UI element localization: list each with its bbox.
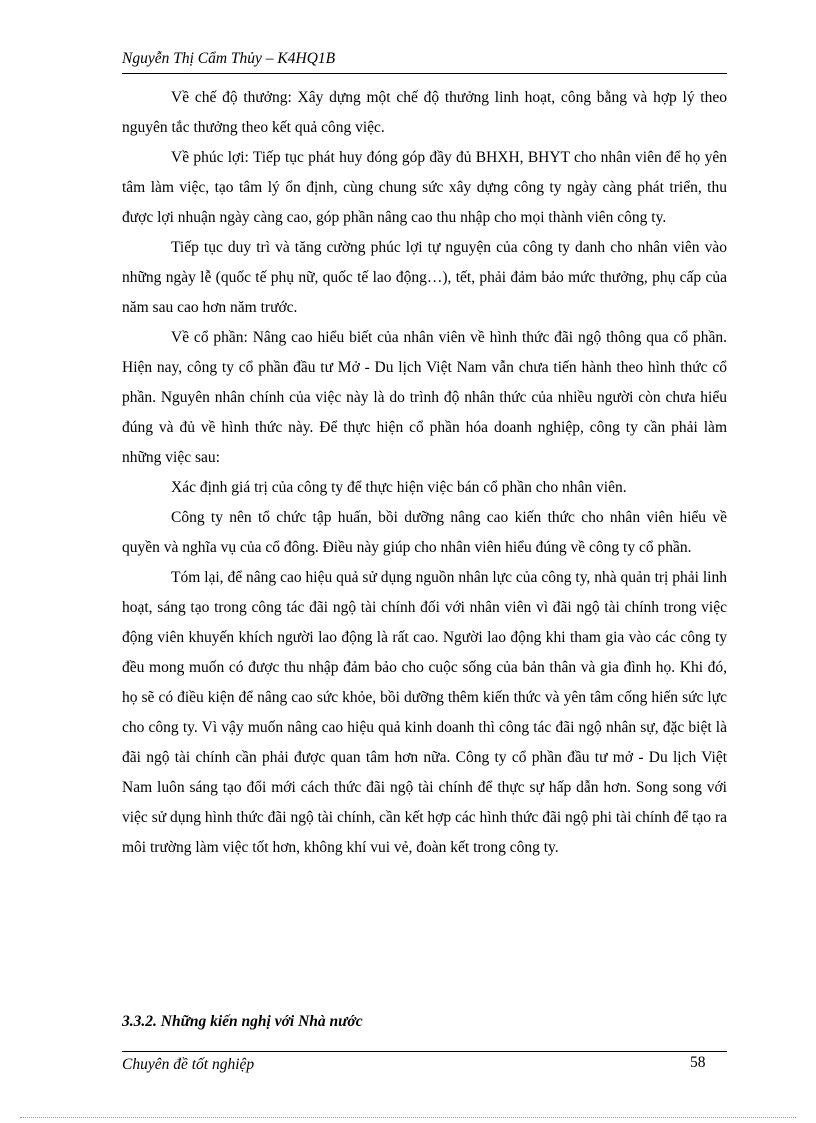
footer-label: Chuyên đề tốt nghiệp	[122, 1056, 255, 1073]
paragraph-bonus: Về chế độ thưởng: Xây dựng một chế độ thưởng linh hoạt, công bằng và hợp lý theo nguyên tắc thưởng theo kết quả công việc.	[122, 89, 727, 136]
header-rule	[122, 73, 727, 74]
paragraph-voluntary-welfare: Tiếp tục duy trì và tăng cường phúc lợi tự nguyện của công ty danh cho nhân viên vào những ngày lễ (quốc tế phụ nữ, quốc tế lao động…), tết, phải đảm bảo mức thưởng, phụ cấp của năm sau cao hơn năm trước.	[122, 239, 727, 316]
paragraph-welfare: Về phúc lợi: Tiếp tục phát huy đóng góp đầy đủ BHXH, BHYT cho nhân viên để họ yên tâm làm việc, tạo tâm lý ổn định, cùng chung sức xây dựng công ty ngày càng phát triển, thu được lợi nhuận ngày càng cao, góp phần nâng cao thu nhập cho mọi thành viên công ty.	[122, 149, 727, 226]
paragraph-valuation: Xác định giá trị của công ty để thực hiện việc bán cổ phần cho nhân viên.	[171, 479, 627, 496]
page-number: 58	[690, 1054, 706, 1071]
page-boundary	[20, 1117, 796, 1118]
paragraph-training: Công ty nên tổ chức tập huấn, bồi dưỡng nâng cao kiến thức cho nhân viên hiểu về quyền và nghĩa vụ của cổ đông. Điều này giúp cho nhân viên hiểu đúng về công ty cổ phần.	[122, 509, 727, 556]
paragraph-conclusion: Tóm lại, để nâng cao hiệu quả sử dụng nguồn nhân lực của công ty, nhà quản trị phải linh hoạt, sáng tạo trong công tác đãi ngộ tài chính đối với nhân viên vì đãi ngộ tài chính trong việc động viên khuyến khích người lao động là rất cao. Người lao động khi tham gia vào các công ty đều mong muốn có được thu nhập đảm bảo cho cuộc sống của bản thân và gia đình họ. Khi đó, họ sẽ có điều kiện để nâng cao sức khỏe, bồi dưỡng thêm kiến thức và yên tâm cống hiến sức lực cho công ty. Vì vậy muốn nâng cao hiệu quả kinh doanh thì công tác đãi ngộ nhân sự, đặc biệt là đãi ngộ tài chính cần phải được quan tâm hơn nữa. Công ty cổ phần đầu tư mở - Du lịch Việt Nam luôn sáng tạo đổi mới cách thức đãi ngộ tài chính để thực sự hấp dẫn hơn. Song song với việc sử dụng hình thức đãi ngộ tài chính, cần kết hợp các hình thức đãi ngộ phi tài chính để tạo ra môi trường làm việc tốt hơn, không khí vui vẻ, đoàn kết trong công ty.	[122, 569, 727, 856]
paragraph-shares: Về cổ phần: Nâng cao hiểu biết của nhân viên về hình thức đãi ngộ thông qua cổ phần. Hiện nay, công ty cổ phần đầu tư Mở - Du lịch Việt Nam vẫn chưa tiến hành theo hình thức cổ phần. Nguyên nhân chính của việc này là do trình độ nhân thức của nhiều người còn chưa hiểu đúng và đủ về hình thức này. Để thực hiện cổ phần hóa doanh nghiệp, công ty cần phải làm những việc sau:	[122, 329, 727, 466]
footer-rule	[122, 1051, 727, 1052]
running-header: Nguyễn Thị Cẩm Thủy – K4HQ1B	[122, 50, 336, 67]
document-body	[122, 83, 727, 863]
section-heading: 3.3.2. Những kiến nghị với Nhà nước	[122, 1013, 363, 1030]
